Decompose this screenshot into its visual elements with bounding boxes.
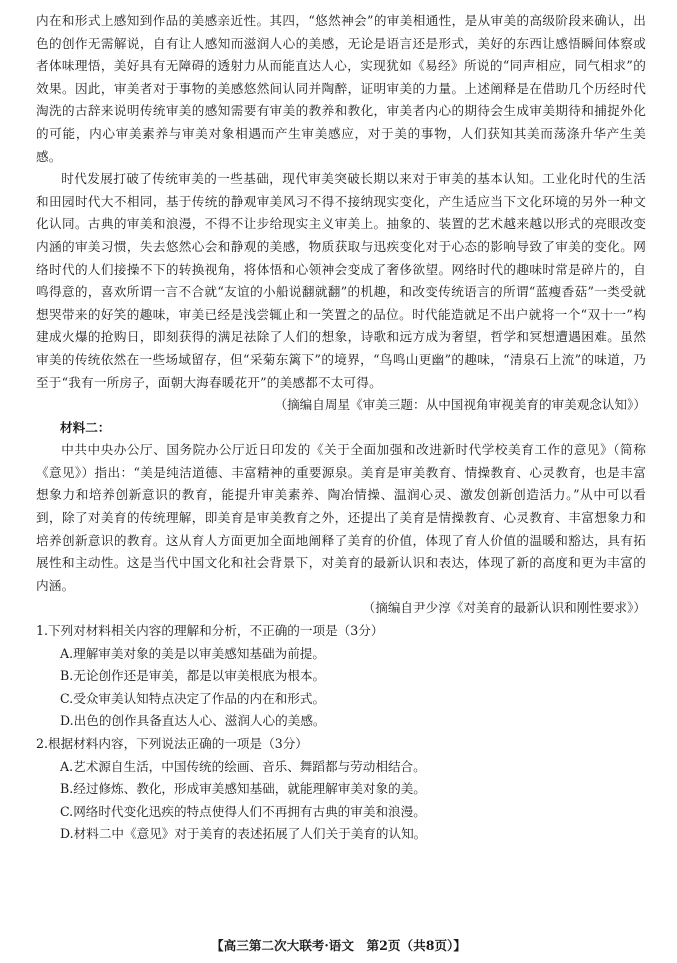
material1-citation: （摘编自周星《审美三题：从中国视角审视美育的审美观念认知》） [274,397,646,413]
question-2-option-d[interactable]: D.材料二中《意见》对于美育的表述拓展了人们关于美育的认知。 [60,826,427,842]
question-1-option-b[interactable]: B.无论创作还是审美，都是以审美根底为根本。 [60,668,326,684]
material2-heading: 材料二： [60,419,111,435]
material2-citation: （摘编自尹少淳《对美育的最新认识和刚性要求》） [362,600,646,616]
page-footer: 【高三第二次大联考·语文 第2页（共8页）】 [211,938,466,953]
question-1-stem: 1.下列对材料相关内容的理解和分析，不正确的一项是（3分） [36,623,384,639]
question-1 [36,620,646,733]
material1-paragraph-1: 内在和形式上感知到作品的美感亲近性。其四，“悠然神会”的审美相通性，是从审美的高级阶段来确认，出色的创作无需解说，自有让人感知而滋润人心的美感，无论是语言还是形式，美好的东西让感悟瞬间体察或者体味理悟，美好具有无障碍的透射力从而能直达人心，实现犹如《易经》所说的“同声相应，同气相求”的效果。因此，审美者对于事物的美感悠然间认同并陶醉，证明审美的力量。上述阐释是在借助几个历经时代淘洗的古辞来说明传统审美的感知需要有审美的教养和教化，审美者内心的期待会生成审美期待和捕捉外化的可能，内心审美素养与审美对象相遇而产生审美感应，对于美的事物，人们获知其美而荡涤升华产生美感。 [36,13,646,164]
exam-page [36,10,646,846]
question-2-stem: 2.根据材料内容，下列说法正确的一项是（3分） [36,736,308,751]
question-2 [36,733,646,846]
material2-paragraph: 中共中央办公厅、国务院办公厅近日印发的《关于全面加强和改进新时代学校美育工作的意见》（简称《意见》）指出：“美是纯洁道德、丰富精神的重要源泉。美育是审美教育、情操教育、心灵教育，也是丰富想象力和培养创新意识的教育，能提升审美素养、陶冶情操、温润心灵、激发创新创造活力。”从中可以看到，除了对美育的传统理解，即美育是审美教育之外，还提出了美育是情操教育、心灵教育、丰富想象力和培养创新意识的教育。这从育人方面更加全面地阐释了美育的价值，体现了育人价值的温暖和豁达，具有拓展性和主动性。这是当代中国文化和社会背景下，对美育的最新认识和表达，体现了新的高度和更为丰富的内涵。 [36,442,646,593]
question-1-option-a[interactable]: A.理解审美对象的美是以审美感知基础为前提。 [60,645,325,661]
question-2-option-a[interactable]: A.艺术源自生活，中国传统的绘画、音乐、舞蹈都与劳动相结合。 [60,758,426,774]
material1-paragraph-2: 时代发展打破了传统审美的一些基础，现代审美突破长期以来对于审美的基本认知。工业化时代的生活和田园时代大不相同，基于传统的静观审美风习不得不接纳现实变化，产生适应当下文化环境的另外一种文化认同。古典的审美和浪漫，不得不让步给现实主义审美上。抽象的、装置的艺术越来越以形式的亮眼改变内涵的审美习惯，失去悠然心会和静观的美感，物质获取与迅疾变化对于心态的影响导致了审美的变化。网络时代的人们接操不下的转换视角，将体悟和心领神会变成了奢侈欲望。网络时代的趣味时常是碎片的，自鸣得意的，喜欢所谓一言不合就“友谊的小船说翻就翻”的机趣，和改变传统语言的所谓“蓝瘦香菇”一类受就想哭带来的好笑的趣味，审美已经是浅尝辄止和一笑置之的品位。时代能造就足不出户就将一个“双十一”构建成火爆的抢购日，即刻获得的满足祛除了人们的想象，诗歌和远方成为奢望，哲学和冥想遭遇困难。虽然审美的传统依然在一些场域留存，但“采菊东篱下”的境界，“鸟鸣山更幽”的趣味，“清泉石上流”的味道，乃至于“我有一所房子，面朝大海春暖花开”的美感都不太可得。 [36,171,646,390]
question-1-option-d[interactable]: D.出色的创作具备直达人心、滋润人心的美感。 [60,713,326,729]
question-1-option-c[interactable]: C.受众审美认知特点决定了作品的内在和形式。 [60,690,326,706]
question-2-option-b[interactable]: B.经过修炼、教化，形成审美感知基础，就能理解审美对象的美。 [60,781,426,797]
question-2-option-c[interactable]: C.网络时代变化迅疾的特点使得人们不再拥有古典的审美和浪漫。 [60,803,426,819]
